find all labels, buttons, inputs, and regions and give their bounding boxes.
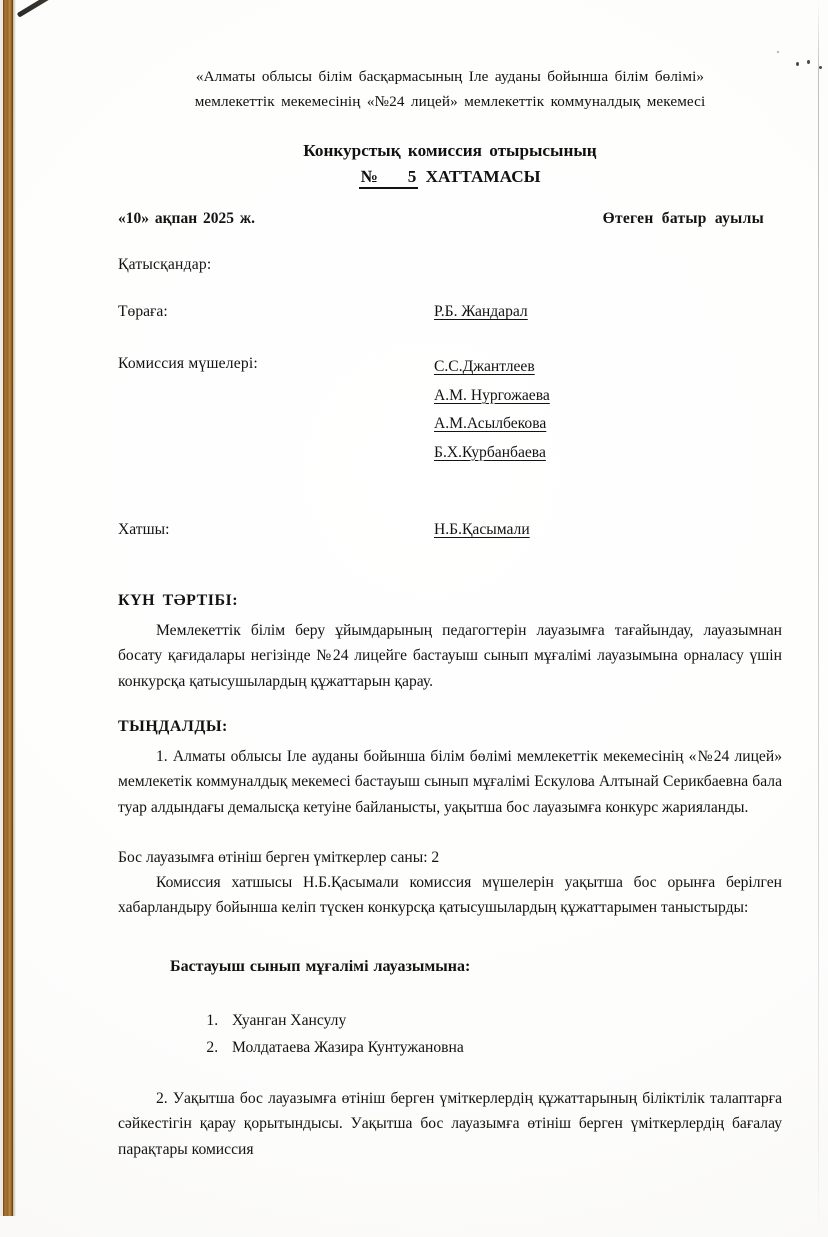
commission-member: Б.Х.Курбанбаева	[434, 443, 546, 461]
heard-item-2: 2. Уақытша бос лауазымға өтініш берген үміткерлердің құжаттарының біліктілік талаптарға сәйкестігін қарау қорытындысы. Уақытша бос лауазымға өтініш берген үміткерлердің бағалау парақтары комиссия	[118, 1090, 782, 1158]
organization-header-line-2: мемлекеттік мекемесінің «№24 лицей» мемлекеттік коммуналдық мекемесі	[194, 93, 706, 110]
agenda-text: Мемлекеттік білім беру ұйымдарының педагогтерін лауазымға тағайындау, лауазымнан босату қағидалары негізінде №24 лицейге бастауыш сынып мұғалімі лауазымына орналасу үшін конкурсқа қатысушылардың құжаттарын қарау.	[118, 622, 782, 690]
scan-speck	[796, 62, 799, 66]
document-title-line-1: Конкурстық комиссия отырысының	[303, 141, 597, 160]
vacancy-count-line: Бос лауазымға өтініш берген үміткерлер саны: 2	[118, 849, 440, 866]
heard-heading: ТЫҢДАЛДЫ:	[118, 718, 228, 735]
chair-label: Төраға:	[118, 303, 168, 320]
document-title	[118, 138, 782, 190]
commission-member: А.М.Асылбекова	[434, 415, 547, 432]
members-label: Комиссия мүшелері:	[118, 355, 258, 372]
secretary-row	[118, 521, 782, 539]
heard-item-1: 1. Алматы облысы Іле ауданы бойынша білім бөлімі мемлекеттік мекемесінің «№24 лицей» мемлекетік коммуналдық мекемесі бастауыш сынып мұғалімі Ескулова Алтынай Серикбаевна бала туар алдындағы демалысқа кетуіне байланысты, уақытша бос лауазымға конкурс жарияланды.	[118, 748, 782, 816]
attendees-heading: Қатысқандар:	[118, 256, 212, 273]
binder-edge-strip	[3, 0, 13, 1216]
secretary-presentation-paragraph: Комиссия хатшысы Н.Б.Қасымали комиссия мүшелерін уақытша бос орынға берілген хабарландыру бойынша келіп түскен конкурсқа қатысушылардың құжаттарымен таныстырды:	[118, 874, 782, 917]
document-meta-row	[118, 210, 782, 228]
secretary-label: Хатшы:	[118, 521, 170, 538]
protocol-number-group	[359, 167, 418, 189]
document-place: Өтеген батыр ауылы	[602, 210, 764, 227]
commission-member: С.С.Джантлеев	[434, 358, 535, 375]
protocol-number-value: 5	[407, 167, 417, 186]
organization-header	[118, 64, 782, 114]
document-title-word: ХАТТАМАСЫ	[425, 167, 541, 186]
chair-row	[118, 303, 782, 321]
candidate-list-item: 2. Молдатаева Жазира Кунтужановна	[222, 1035, 828, 1062]
document-text-frame	[118, 0, 782, 1237]
scan-speck	[819, 66, 822, 69]
candidate-list	[118, 1008, 828, 1061]
candidate-list-item: 1. Хуанган Хансулу	[222, 1008, 828, 1035]
document-title-line-2	[118, 164, 782, 190]
commission-member: А.М. Нургожаева	[434, 386, 550, 404]
secretary-name: Н.Б.Қасымали	[434, 521, 530, 538]
organization-header-line-1: «Алматы облысы білім басқармасының Іле ауданы бойынша білім бөлімі»	[195, 68, 705, 85]
protocol-number-prefix: №	[360, 167, 378, 186]
agenda-heading: КҮН ТӘРТІБІ:	[118, 592, 239, 609]
document-date: «10» ақпан 2025 ж.	[118, 210, 256, 227]
commission-members-list	[434, 353, 550, 467]
chair-name: Р.Б. Жандарал	[434, 303, 528, 320]
scan-speck	[807, 60, 810, 64]
position-heading: Бастауыш сынып мұғалімі лауазымына:	[170, 958, 471, 975]
